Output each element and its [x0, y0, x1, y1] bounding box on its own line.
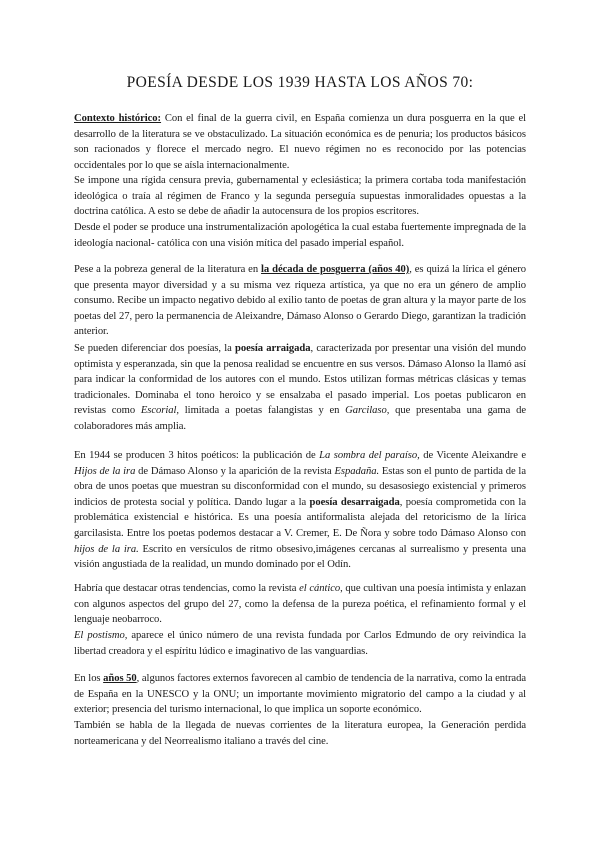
anos-50-paragraph: En los años 50, algunos factores externos favorecen al cambio de tendencia de la narrativa, como la entrada de España en la UNESCO y la ONU; un importante movimiento migratorio del campo a la ciudad y al exterior; presencia del turismo internacional, lo que implica un soporte económico.: [74, 673, 526, 716]
poesia-desarraigada-term: poesía desarraigada: [309, 496, 400, 508]
postismo-paragraph: El postismo, aparece el único número de una revista fundada por Carlos Edmundo de ory reivindica la libertad creadora y el espíritu lúdico e imaginativo de las vanguardias.: [74, 630, 526, 657]
context-paragraph: Contexto histórico: Con el final de la guerra civil, en España comienza un dura posguerra en la que el desarrollo de la literatura se ve obstaculizado. La situación económica es de penuria; los productos básicos son racionados y florece el mercado negro. El nuevo régimen no es reconocido por las potencias occidentales por lo que se aísla internacionalmente.: [74, 113, 527, 171]
page-title: POESÍA DESDE LOS 1939 HASTA LOS AÑOS 70:: [126, 74, 474, 91]
hitos-1944-paragraph: En 1944 se producen 3 hitos poéticos: la publicación de La sombra del paraíso, de Vicente Aleixandre e Hijos de la ira de Dámaso Alonso y la aparición de la revista Espadaña. Estas son el punto de partida de la obra de unos poetas que muestran su disconformidad con el mundo, su desasosiego existencial y primeros indicios de protesta social y política. Dando lugar a la poesía desarraigada, poesía comprometida con la problemática existencial e histórica. Es una poesía antiformalista alejada del retoricismo de la lírica garcilasista. Entre los poetas podemos destacar a V. Cremer, E. De Ñora y sobre todo Dámaso Alonso con hijos de la ira. Escrito en versículos de ritmo obsesivo,imágenes cercanas al surrealismo y presenta una visión angustiada de la realidad, un mundo dominado por el Odín.: [74, 450, 526, 571]
poesia-arraigada-term: poesía arraigada: [235, 343, 311, 354]
anos-50-highlight: años 50: [103, 673, 137, 684]
tendencias-paragraph: Habría que destacar otras tendencias, como la revista el cántico, que cultivan una poesía intimista y enlazan con algunos aspectos del grupo del 27, como la defensa de la pureza poética, el refinamiento formal y el lenguaje neobarroco.: [74, 583, 526, 626]
postwar-decade-highlight: la década de posguerra (años 40): [261, 264, 410, 275]
postwar-paragraph: Pese a la pobreza general de la literatura en la década de posguerra (años 40), es quizá la lírica el género que presenta mayor diversidad y a su misma vez riqueza artística, ya que no era un género de amplio consumo. Recibe un impacto negativo debido al exilio tanto de poetas de gran altura y la mayor parte de los poetas del 27, pero la permanencia de Aleixandre, Dámaso Alonso o Gerardo Diego, garantizan la tradición anterior.: [74, 264, 527, 338]
ideology-paragraph: Desde el poder se produce una instrumentalización apologética la cual estaba fuertemente impregnada de la ideología nacional- católica con una visión mítica del pasado imperial español.: [74, 222, 526, 249]
arraigada-paragraph: Se pueden diferenciar dos poesías, la poesía arraigada, caracterizada por presentar una visión del mundo optimista y esperanzada, sin que la penosa realidad se encuentre en sus versos. Dámaso Alonso la llamó así para indicar la conformidad de los autores con el mundo. Estos utilizan formas métricas clásicas y temas tradicionales. Dominaba el tono heroico y se ensalzaba el pasado imperial. Los poetas publicaron en revistas como Escorial, limitada a poetas falangistas y en Garcilaso, que presentaba una gama de colaboradores más amplia.: [74, 343, 526, 432]
context-heading: Contexto histórico:: [74, 113, 162, 124]
corrientes-paragraph: También se habla de la llegada de nuevas corrientes de la literatura europea, la Generación perdida norteamericana y del Neorrealismo italiano a través del cine.: [74, 720, 526, 747]
censorship-paragraph: Se impone una rígida censura previa, gubernamental y eclesiástica; la primera cortaba toda manifestación ideológica o traía al régimen de Franco y la segunda perseguía supuestas inmoralidades opuestas a la doctrina católica. A esto se debe de añadir la autocensura de los propios escritores.: [74, 175, 526, 218]
